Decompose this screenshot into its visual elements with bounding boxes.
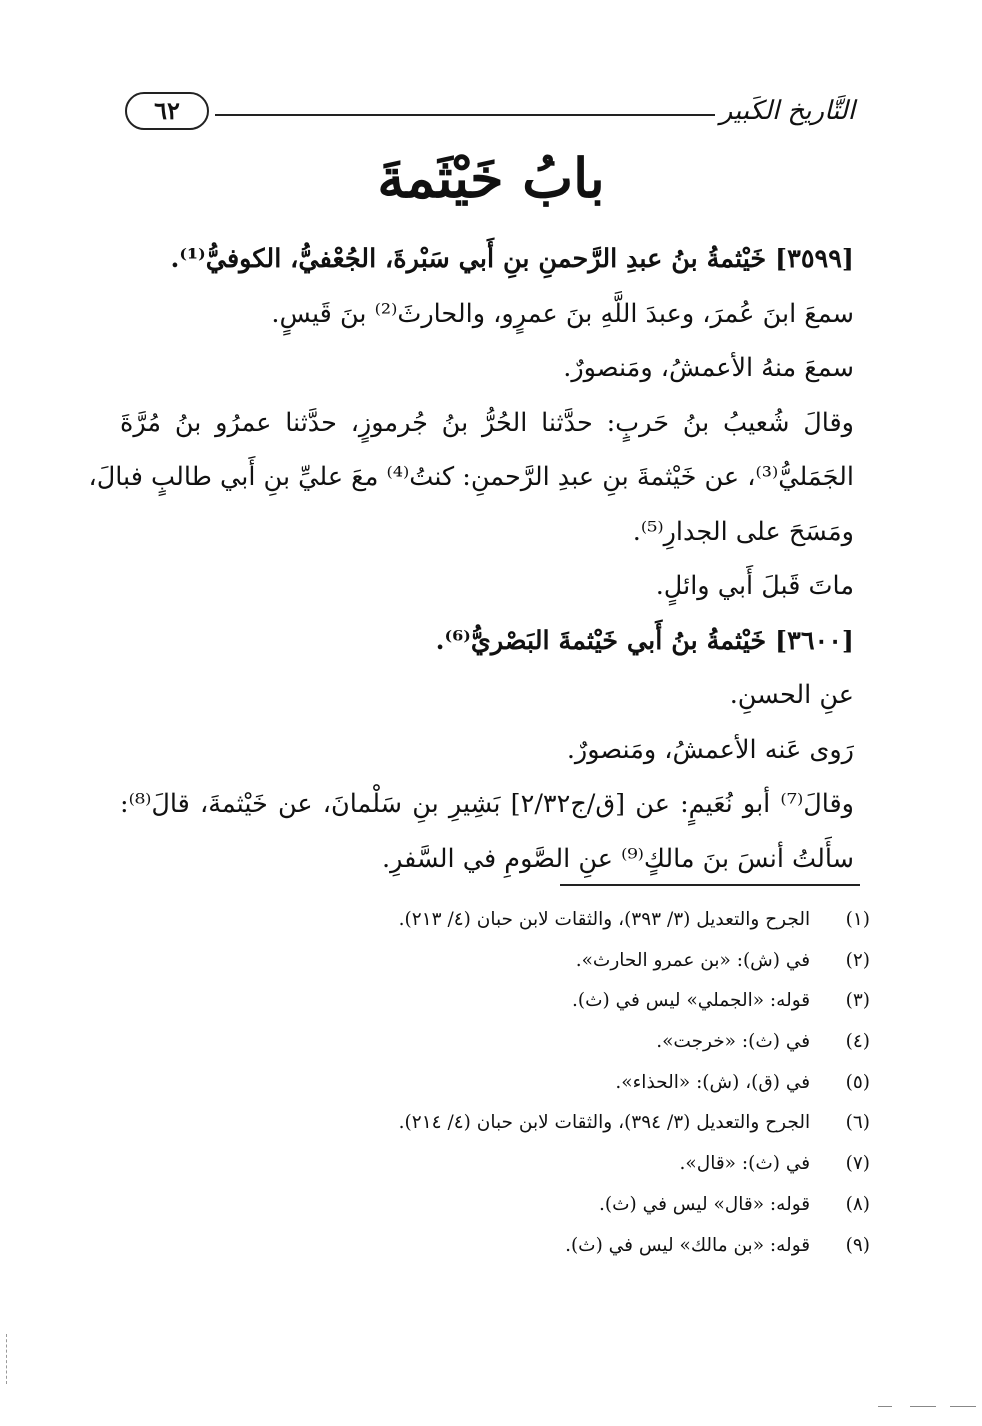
crop-marks — [878, 1406, 978, 1410]
footnote-item — [150, 900, 870, 941]
footnote-text: قوله: «الجملي» ليس في (ث). — [572, 990, 811, 1012]
footnote-number: (١) — [845, 909, 870, 930]
text-line: وقالَ⁽⁷⁾ أبو نُعَيمٍ: عن [ق/ج٢/٣٢] بَشِيرِ بنِ سَلْمانَ، عن خَيْثمةَ، قالَ⁽⁸⁾: — [120, 789, 855, 819]
text-line: ومَسَحَ على الجدارِ⁽⁵⁾. — [632, 516, 854, 547]
crop-mark — [878, 1406, 892, 1407]
footnote-item — [150, 1185, 870, 1226]
footnote-number: (٧) — [845, 1153, 870, 1175]
footnote-text: الجرح والتعديل (٣/ ٣٩٤)، والثقات لابن حبان (٤/ ٢١٤). — [398, 1112, 811, 1134]
text-line: ماتَ قَبلَ أَبي وائلٍ. — [655, 571, 854, 601]
footnote-item — [150, 1226, 870, 1267]
scan-margin-mark — [6, 1334, 7, 1384]
main-text — [88, 232, 855, 886]
footnote-text: قوله: «قال» ليس في (ث). — [599, 1193, 811, 1215]
footnote-number: (٣) — [845, 990, 870, 1012]
header-rule — [215, 114, 715, 116]
text-line: الجَمَليُّ⁽³⁾، عن خَيْثمةَ بنِ عبدِ الرَّحمنِ: كنتُ⁽⁴⁾ معَ عليِّ بنِ أَبي طالبٍ فبالَ، — [88, 462, 854, 492]
text-line: وقالَ شُعيبُ بنُ حَربٍ: حدَّثنا الحُرُّ بنُ جُرموزٍ، حدَّثنا عمرُو بنُ مُرَّةَ — [120, 407, 854, 438]
text-line: عنِ الحسنِ. — [729, 680, 854, 710]
footnote-separator — [560, 884, 860, 886]
running-header — [115, 92, 855, 132]
footnote-item — [150, 941, 870, 982]
footnote-item — [150, 981, 870, 1022]
entry-title-3600: [٣٦٠٠] خَيْثمةُ بنُ أَبي خَيْثمةَ البَصْريُّ⁽⁶⁾. — [435, 625, 854, 656]
footnote-number: (٩) — [845, 1234, 870, 1256]
crop-mark — [910, 1406, 936, 1407]
footnote-text: في (ق)، (ش): «الحذاء». — [615, 1071, 811, 1093]
footnote-text: في (ث): «خرجت». — [656, 1031, 811, 1053]
text-line: سمعَ منهُ الأعمشُ، ومَنصورٌ. — [563, 353, 854, 383]
footnote-number: (٥) — [845, 1071, 870, 1093]
entry-title-3599: [٣٥٩٩] خَيْثمةُ بنُ عبدِ الرَّحمنِ بنِ أَبي سَبْرةَ، الجُعْفيُّ، الكوفيُّ⁽¹⁾. — [170, 244, 854, 274]
footnote-item — [150, 1144, 870, 1185]
crop-mark — [950, 1406, 976, 1407]
footnote-item — [150, 1103, 870, 1144]
page-number: ٦٢ — [125, 92, 209, 130]
footnote-text: في (ث): «قال». — [679, 1153, 811, 1175]
text-line: رَوى عَنه الأعمشُ، ومَنصورٌ. — [566, 734, 854, 765]
footnote-item — [150, 1063, 870, 1104]
footnote-number: (٢) — [845, 949, 870, 971]
footnote-number: (٤) — [845, 1031, 870, 1053]
chapter-title: بابُ خَيْثَمةَ — [377, 146, 605, 210]
footnote-number: (٦) — [845, 1112, 870, 1134]
text-line: سمعَ ابنَ عُمرَ، وعبدَ اللَّهِ بنَ عمرٍو، والحارثَ⁽²⁾ بنَ قَيسٍ. — [271, 298, 854, 329]
footnote-text: في (ش): «بن عمرو الحارث». — [575, 949, 811, 971]
footnotes — [150, 900, 870, 1266]
footnote-text: الجرح والتعديل (٣/ ٣٩٣)، والثقات لابن حبان (٤/ ٢١٣). — [398, 909, 811, 930]
footnote-number: (٨) — [845, 1193, 870, 1215]
footnote-item — [150, 1022, 870, 1063]
text-line: سأَلتُ أنسَ بنَ مالكٍ⁽⁹⁾ عنِ الصَّومِ في السَّفرِ. — [381, 843, 854, 874]
footnote-text: قوله: «بن مالك» ليس في (ث). — [565, 1234, 811, 1256]
book-title: التَّاريخ الكَبير — [719, 96, 855, 126]
